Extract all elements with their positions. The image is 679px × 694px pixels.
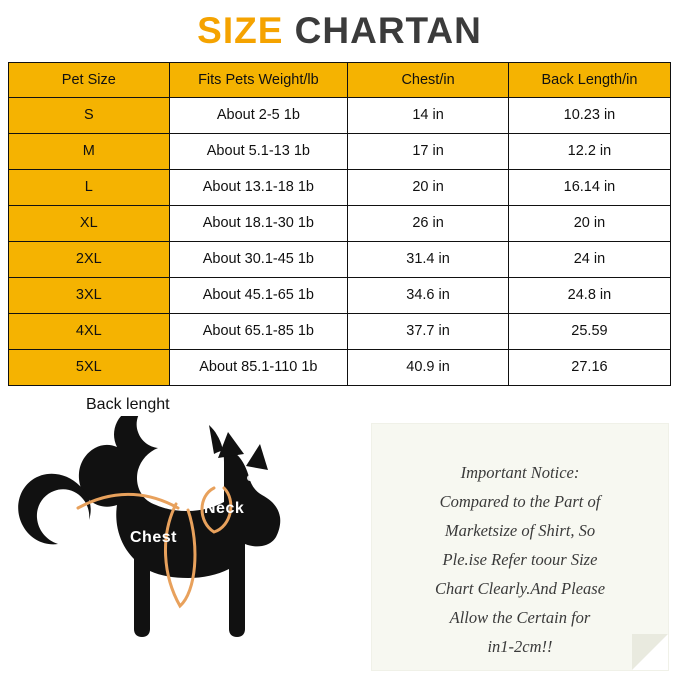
cell-chest: 17 in: [348, 133, 509, 169]
table-row: [9, 349, 671, 385]
cell-size: 2XL: [9, 241, 169, 277]
cell-weight: About 30.1-45 1b: [169, 241, 348, 277]
neck-label: Neck: [204, 499, 245, 517]
cell-weight: About 85.1-110 1b: [169, 349, 348, 385]
cell-back-length: 12.2 in: [508, 133, 670, 169]
important-notice-card: [372, 424, 668, 670]
notice-line: Marketsize of Shirt, So: [444, 520, 596, 540]
cell-chest: 37.7 in: [348, 313, 509, 349]
cell-weight: About 18.1-30 1b: [169, 205, 348, 241]
page-title: [0, 0, 679, 54]
cell-back-length: 20 in: [508, 205, 670, 241]
back-length-caption: Back lenght: [86, 395, 170, 413]
size-table: [9, 63, 671, 386]
table-row: [9, 313, 671, 349]
dog-illustration: [8, 396, 353, 686]
column-header-pet-size: Pet Size: [9, 63, 169, 97]
table-row: [9, 97, 671, 133]
cell-back-length: 24 in: [508, 241, 670, 277]
cell-back-length: 24.8 in: [508, 277, 670, 313]
title-size-word: SIZE: [197, 10, 295, 51]
column-header-chest: Chest/in: [348, 63, 509, 97]
notice-line: Allow the Certain for: [449, 607, 591, 627]
cell-size: XL: [9, 205, 169, 241]
cell-back-length: 10.23 in: [508, 97, 670, 133]
title-chart-word: CHARTAN: [294, 10, 482, 51]
lower-section: [0, 396, 679, 688]
cell-chest: 34.6 in: [348, 277, 509, 313]
cell-chest: 40.9 in: [348, 349, 509, 385]
notice-line: Chart Clearly.And Please: [434, 578, 606, 598]
cell-weight: About 5.1-13 1b: [169, 133, 348, 169]
note-folded-corner: [632, 634, 668, 670]
notice-line: Compared to the Part of: [439, 491, 601, 511]
column-header-back-length: Back Length/in: [508, 63, 670, 97]
notice-text: [372, 424, 668, 671]
notice-line: Ple.ise Refer toour Size: [442, 549, 598, 569]
cell-chest: 31.4 in: [348, 241, 509, 277]
cell-size: 5XL: [9, 349, 169, 385]
cell-back-length: 16.14 in: [508, 169, 670, 205]
cell-chest: 20 in: [348, 169, 509, 205]
cell-weight: About 2-5 1b: [169, 97, 348, 133]
cell-chest: 14 in: [348, 97, 509, 133]
cell-size: 4XL: [9, 313, 169, 349]
table-row: [9, 277, 671, 313]
cell-size: L: [9, 169, 169, 205]
table-row: [9, 241, 671, 277]
chest-label: Chest: [130, 528, 177, 546]
cell-size: S: [9, 97, 169, 133]
size-table-wrapper: [8, 62, 671, 386]
cell-chest: 26 in: [348, 205, 509, 241]
notice-line: in1-2cm!!: [487, 636, 553, 656]
table-row: [9, 205, 671, 241]
table-header-row: [9, 63, 671, 97]
column-header-weight: Fits Pets Weight/lb: [169, 63, 348, 97]
table-row: [9, 133, 671, 169]
table-row: [9, 169, 671, 205]
cell-size: M: [9, 133, 169, 169]
cell-weight: About 45.1-65 1b: [169, 277, 348, 313]
cell-back-length: 25.59: [508, 313, 670, 349]
cell-weight: About 13.1-18 1b: [169, 169, 348, 205]
cell-size: 3XL: [9, 277, 169, 313]
notice-line: Important Notice:: [460, 462, 580, 482]
cell-weight: About 65.1-85 1b: [169, 313, 348, 349]
cell-back-length: 27.16: [508, 349, 670, 385]
